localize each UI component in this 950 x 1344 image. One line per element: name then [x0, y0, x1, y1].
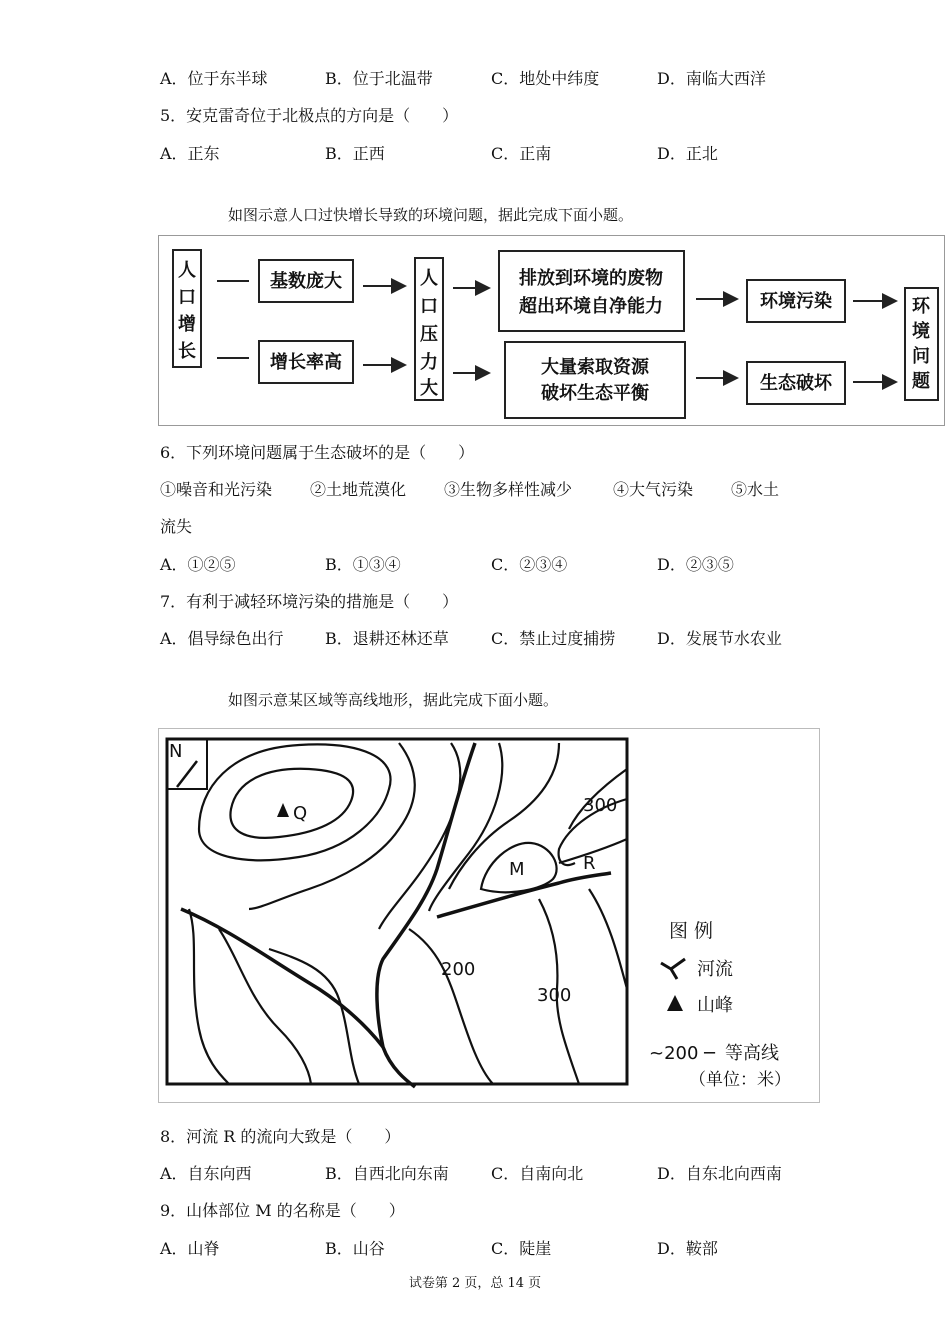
- legend-contour: 等高线: [725, 1043, 779, 1064]
- q6-item-3: ③生物多样性减少: [444, 480, 573, 499]
- population-flow-diagram: [158, 235, 945, 426]
- legend-river: 河流: [697, 959, 733, 980]
- q6-option-a: A．①②⑤: [160, 555, 236, 574]
- box-waste: [499, 251, 684, 331]
- q8-option-c: C．自南向北: [491, 1164, 584, 1183]
- flow-eco: 生态破坏: [760, 373, 832, 394]
- q6-item-5-cont: 流失: [160, 517, 193, 536]
- legend-unit: （单位：米）: [689, 1070, 791, 1090]
- q9-option-d: D．鞍部: [657, 1239, 718, 1258]
- legend-peak: 山峰: [697, 995, 733, 1016]
- q4-option-d: D．南临大西洋: [657, 69, 766, 88]
- flow-waste-1: 排放到环境的废物: [519, 268, 663, 289]
- flow-start-3: 增: [178, 314, 196, 335]
- q6-option-b: B．①③④: [325, 555, 401, 574]
- q5-option-a: A．正东: [160, 144, 220, 163]
- q7-option-b: B．退耕还林还草: [325, 629, 449, 648]
- peak-legend-icon: [667, 995, 683, 1011]
- q6-option-c: C．②③④: [491, 555, 568, 574]
- peak-icon: [277, 803, 289, 817]
- river-main: [377, 743, 475, 1087]
- q9-option-a: A．山脊: [160, 1239, 220, 1258]
- map-frame: [167, 739, 627, 1084]
- q5-option-c: C．正南: [491, 144, 552, 163]
- q4-option-a: A．位于东半球: [160, 69, 268, 88]
- q8-option-a: A．自东向西: [160, 1164, 252, 1183]
- contour-label-200: 200: [441, 959, 476, 980]
- q9-option-c: C．陡崖: [491, 1239, 552, 1258]
- q8-option-b: B．自西北向东南: [325, 1164, 449, 1183]
- q7-option-c: C．禁止过度捕捞: [491, 629, 616, 648]
- flow-pressure-2: 口: [420, 296, 438, 317]
- q5-option-b: B．正西: [325, 144, 385, 163]
- flow-base: 基数庞大: [270, 271, 342, 292]
- flow-resources-2: 破坏生态平衡: [541, 383, 649, 404]
- river-r-label: R: [583, 853, 596, 874]
- q5-stem: 5．安克雷奇位于北极点的方向是（ ）: [160, 106, 459, 125]
- contour-map-figure: [158, 728, 820, 1103]
- flow-waste-2: 超出环境自净能力: [519, 296, 663, 317]
- q6-item-4: ④大气污染: [613, 480, 694, 499]
- flow-pressure-5: 大: [420, 378, 438, 399]
- q4-option-b: B．位于北温带: [325, 69, 433, 88]
- contour-label-300-top: 300: [583, 795, 618, 816]
- peak-label: Q: [293, 803, 308, 824]
- q6-item-5: ⑤水土: [731, 480, 780, 499]
- q8-option-d: D．自东北向西南: [657, 1164, 782, 1183]
- flow-end-2: 境: [912, 321, 930, 342]
- q6-option-d: D．②③⑤: [657, 555, 734, 574]
- point-m-label: M: [509, 859, 525, 880]
- q9-option-b: B．山谷: [325, 1239, 385, 1258]
- flow-pressure-3: 压: [420, 324, 438, 345]
- flow-start-1: 人: [178, 260, 196, 281]
- flow-pressure-4: 力: [420, 352, 438, 373]
- flow-resources-1: 大量索取资源: [541, 357, 649, 378]
- intro-contour: 如图示意某区域等高线地形，据此完成下面小题。: [228, 691, 559, 709]
- q7-option-d: D．发展节水农业: [657, 629, 782, 648]
- flow-start-2: 口: [178, 287, 196, 308]
- q4-option-c: C．地处中纬度: [491, 69, 600, 88]
- q8-stem: 8．河流 R 的流向大致是（ ）: [160, 1127, 401, 1146]
- north-label: N: [169, 741, 183, 762]
- flow-pressure-1: 人: [420, 268, 438, 289]
- legend-title: 图 例: [669, 920, 714, 942]
- flow-end-4: 题: [912, 371, 930, 392]
- page-footer: 试卷第 2 页，总 14 页: [408, 1276, 542, 1291]
- q5-option-d: D．正北: [657, 144, 718, 163]
- q6-item-1: ①噪音和光污染: [160, 480, 273, 499]
- box-resources: [505, 342, 685, 418]
- contour-inner-q: [230, 769, 353, 838]
- intro-population: 如图示意人口过快增长导致的环境问题，据此完成下面小题。: [228, 206, 634, 224]
- flow-end-1: 环: [912, 296, 930, 317]
- map-legend: [649, 920, 791, 1090]
- river-west: [181, 909, 383, 1047]
- flow-start-4: 长: [178, 341, 196, 362]
- river-legend-icon: [661, 959, 685, 979]
- contour-label-300-bottom: 300: [537, 985, 572, 1006]
- q7-stem: 7．有利于减轻环境污染的措施是（ ）: [160, 592, 459, 611]
- q6-stem: 6．下列环境问题属于生态破坏的是（ ）: [160, 443, 475, 462]
- flow-rate: 增长率高: [270, 352, 342, 373]
- q6-item-2: ②土地荒漠化: [310, 480, 407, 499]
- legend-contour-value: ~200 ─: [649, 1043, 715, 1064]
- flow-pollution: 环境污染: [760, 291, 832, 312]
- q9-stem: 9．山体部位 M 的名称是（ ）: [160, 1201, 405, 1220]
- q7-option-a: A．倡导绿色出行: [160, 629, 284, 648]
- flow-end-3: 问: [912, 346, 930, 367]
